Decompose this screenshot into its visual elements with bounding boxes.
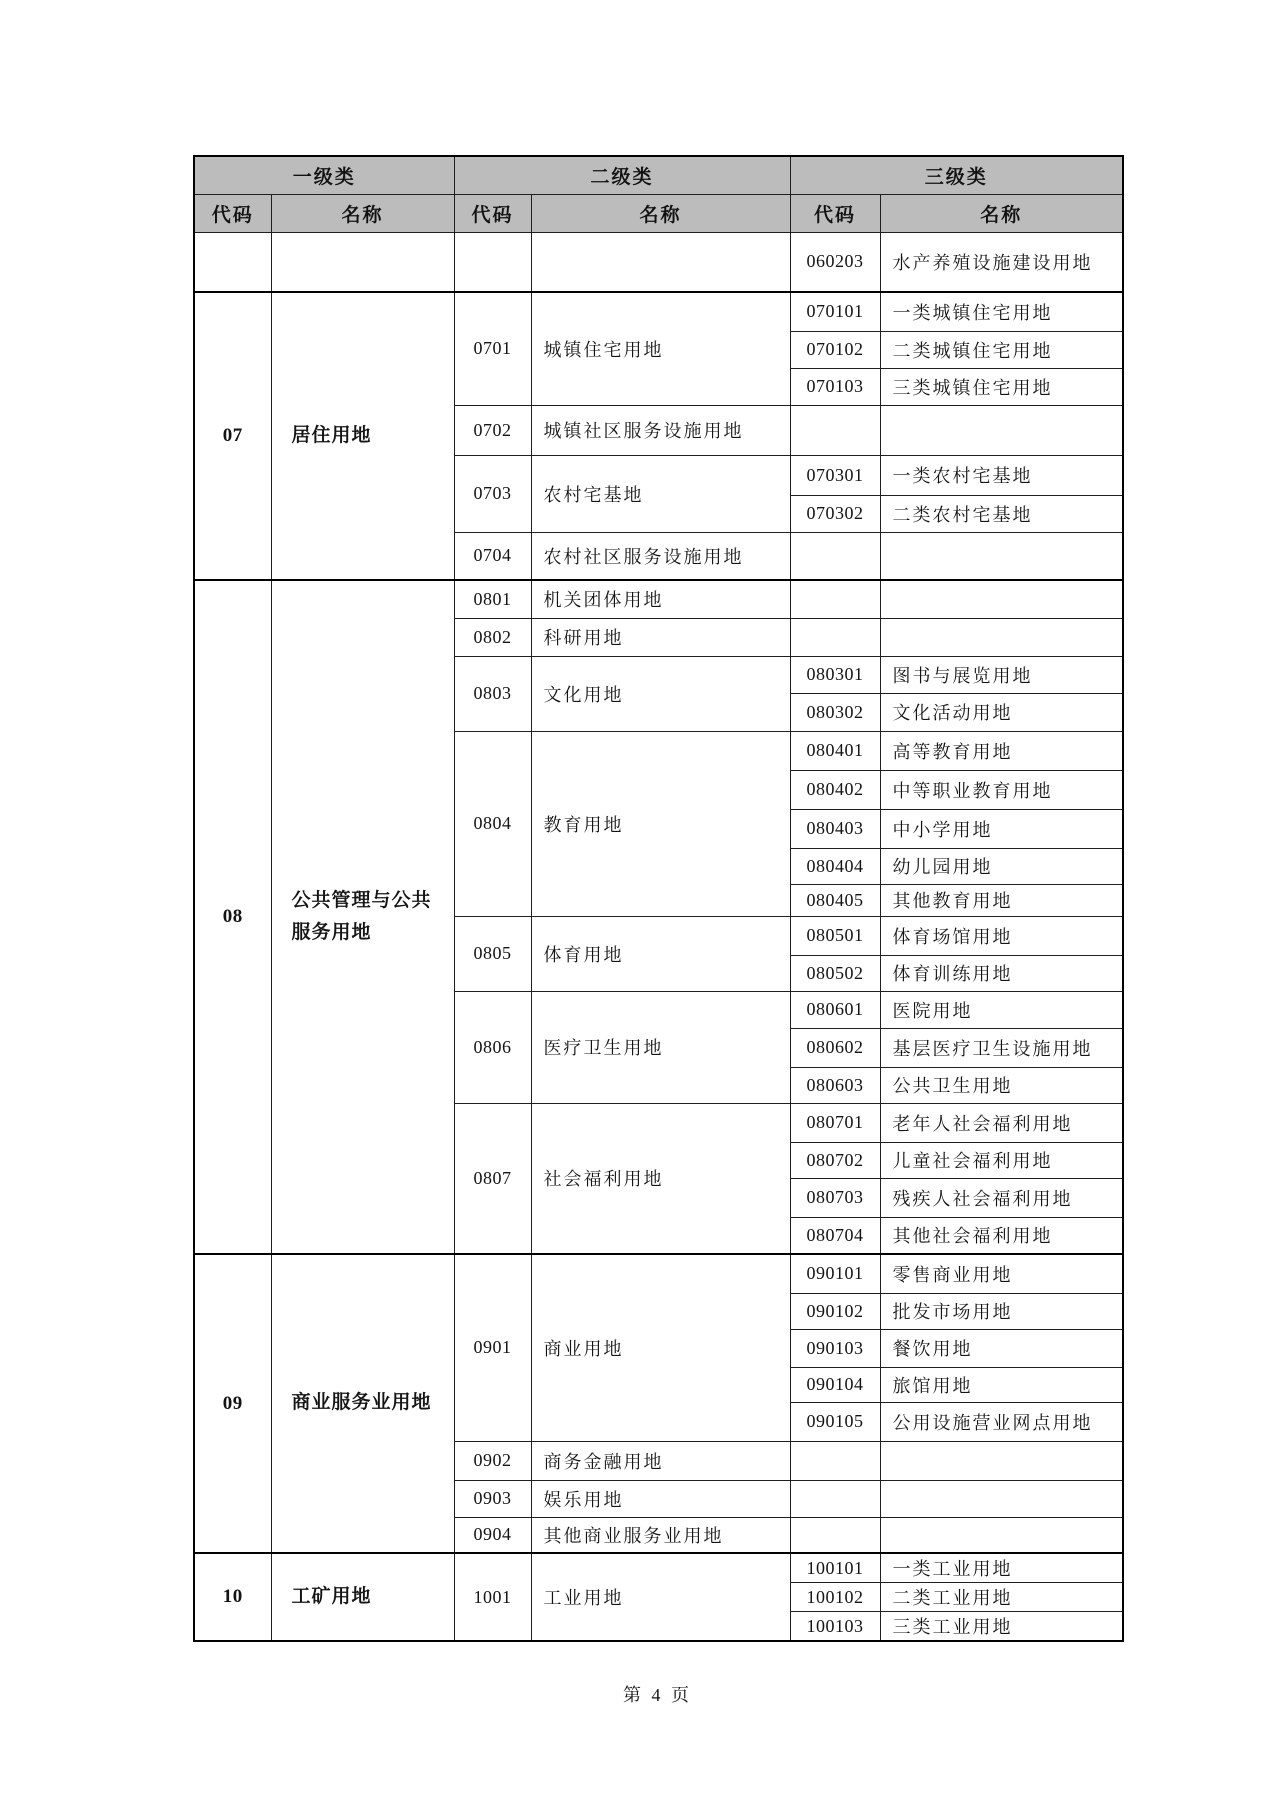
l2-name-cell: 商业用地 — [531, 1254, 790, 1441]
l2-name-cell: 农村社区服务设施用地 — [531, 532, 790, 580]
l3-name-cell: 批发市场用地 — [880, 1293, 1123, 1329]
l3-name-cell: 其他社会福利用地 — [880, 1217, 1123, 1254]
group-header-level1: 一级类 — [194, 156, 454, 194]
l3-code-cell: 070301 — [790, 455, 880, 495]
l3-code-cell: 080405 — [790, 884, 880, 916]
l3-code-cell: 070102 — [790, 331, 880, 368]
l3-code-cell: 100101 — [790, 1553, 880, 1583]
l1-code-cell: 09 — [194, 1254, 271, 1553]
l3-name-cell — [880, 405, 1123, 455]
l2-name-cell: 其他商业服务业用地 — [531, 1517, 790, 1553]
l3-name-cell: 三类城镇住宅用地 — [880, 368, 1123, 405]
l3-code-cell: 080603 — [790, 1067, 880, 1103]
l3-code-cell — [790, 405, 880, 455]
l2-name-cell: 城镇社区服务设施用地 — [531, 405, 790, 455]
l3-code-cell — [790, 618, 880, 656]
l3-name-cell: 一类城镇住宅用地 — [880, 292, 1123, 331]
column-header-row — [194, 194, 1123, 232]
l3-code-cell: 090103 — [790, 1329, 880, 1367]
l3-name-cell — [880, 618, 1123, 656]
l3-name-cell: 幼儿园用地 — [880, 848, 1123, 884]
l2-name-cell: 工业用地 — [531, 1553, 790, 1641]
l3-code-cell: 080601 — [790, 991, 880, 1028]
l3-name-cell: 残疾人社会福利用地 — [880, 1178, 1123, 1217]
l3-code-cell — [790, 580, 880, 618]
col-header-l1-code: 代码 — [194, 194, 271, 232]
l2-code-cell: 0902 — [454, 1441, 531, 1480]
l2-name-cell: 医疗卫生用地 — [531, 991, 790, 1103]
l1-name-cell: 工矿用地 — [271, 1553, 454, 1641]
l3-name-cell — [880, 1480, 1123, 1517]
l3-code-cell: 080302 — [790, 693, 880, 731]
l2-name-cell: 文化用地 — [531, 656, 790, 731]
l2-name-cell: 娱乐用地 — [531, 1480, 790, 1517]
l3-code-cell: 070101 — [790, 292, 880, 331]
l3-name-cell: 旅馆用地 — [880, 1367, 1123, 1402]
l3-name-cell: 高等教育用地 — [880, 731, 1123, 770]
l3-name-cell: 公共卫生用地 — [880, 1067, 1123, 1103]
l2-name-cell: 社会福利用地 — [531, 1103, 790, 1254]
l2-code-cell: 0801 — [454, 580, 531, 618]
l2-code-cell: 0805 — [454, 916, 531, 991]
l1-code-cell — [194, 232, 271, 292]
l3-name-cell — [880, 1441, 1123, 1480]
l1-name-cell: 公共管理与公共服务用地 — [271, 580, 454, 1254]
l3-name-cell: 水产养殖设施建设用地 — [880, 232, 1123, 292]
l2-name-cell: 农村宅基地 — [531, 455, 790, 532]
l3-name-cell: 一类农村宅基地 — [880, 455, 1123, 495]
l3-code-cell: 080704 — [790, 1217, 880, 1254]
l3-name-cell: 体育场馆用地 — [880, 916, 1123, 955]
col-header-l3-code: 代码 — [790, 194, 880, 232]
l3-code-cell — [790, 1441, 880, 1480]
l3-code-cell: 090104 — [790, 1367, 880, 1402]
l3-code-cell: 080404 — [790, 848, 880, 884]
l2-code-cell: 0802 — [454, 618, 531, 656]
l2-name-cell: 机关团体用地 — [531, 580, 790, 618]
group-header-level2: 二级类 — [454, 156, 790, 194]
l3-code-cell: 070103 — [790, 368, 880, 405]
l2-code-cell: 1001 — [454, 1553, 531, 1641]
col-header-l3-name: 名称 — [880, 194, 1123, 232]
l2-code-cell: 0904 — [454, 1517, 531, 1553]
l3-code-cell: 080502 — [790, 955, 880, 991]
l2-code-cell: 0807 — [454, 1103, 531, 1254]
l3-code-cell: 080402 — [790, 770, 880, 809]
l1-code-cell: 07 — [194, 292, 271, 580]
l2-code-cell: 0803 — [454, 656, 531, 731]
l2-code-cell: 0704 — [454, 532, 531, 580]
l3-name-cell: 二类农村宅基地 — [880, 495, 1123, 532]
l3-name-cell: 零售商业用地 — [880, 1254, 1123, 1293]
l3-code-cell: 080401 — [790, 731, 880, 770]
l3-code-cell — [790, 1517, 880, 1553]
l3-name-cell: 基层医疗卫生设施用地 — [880, 1028, 1123, 1067]
l2-code-cell: 0901 — [454, 1254, 531, 1441]
l3-name-cell: 儿童社会福利用地 — [880, 1142, 1123, 1178]
l3-name-cell: 老年人社会福利用地 — [880, 1103, 1123, 1142]
l3-name-cell: 公用设施营业网点用地 — [880, 1402, 1123, 1441]
l1-name-cell: 居住用地 — [271, 292, 454, 580]
table-row — [194, 580, 1123, 618]
l3-name-cell: 其他教育用地 — [880, 884, 1123, 916]
group-header-row — [194, 156, 1123, 194]
l3-code-cell: 100102 — [790, 1583, 880, 1612]
l3-name-cell — [880, 580, 1123, 618]
l2-name-cell: 商务金融用地 — [531, 1441, 790, 1480]
l2-code-cell: 0702 — [454, 405, 531, 455]
l2-code-cell: 0806 — [454, 991, 531, 1103]
l3-name-cell: 三类工业用地 — [880, 1612, 1123, 1642]
l3-code-cell: 080703 — [790, 1178, 880, 1217]
l2-code-cell: 0701 — [454, 292, 531, 405]
page-footer: 第 4 页 — [623, 1685, 692, 1705]
col-header-l2-name: 名称 — [531, 194, 790, 232]
l3-name-cell — [880, 532, 1123, 580]
l3-name-cell: 文化活动用地 — [880, 693, 1123, 731]
l3-code-cell — [790, 532, 880, 580]
l3-code-cell: 090105 — [790, 1402, 880, 1441]
land-use-classification-table — [193, 155, 1124, 1642]
table-row — [194, 232, 1123, 292]
l2-code-cell: 0903 — [454, 1480, 531, 1517]
l3-code-cell: 080403 — [790, 809, 880, 848]
l3-name-cell — [880, 1517, 1123, 1553]
l3-name-cell: 一类工业用地 — [880, 1553, 1123, 1583]
col-header-l2-code: 代码 — [454, 194, 531, 232]
l3-code-cell: 080501 — [790, 916, 880, 955]
l2-name-cell — [531, 232, 790, 292]
l3-name-cell: 餐饮用地 — [880, 1329, 1123, 1367]
l2-code-cell: 0703 — [454, 455, 531, 532]
l2-name-cell: 教育用地 — [531, 731, 790, 916]
l3-code-cell: 090101 — [790, 1254, 880, 1293]
l3-code-cell: 080602 — [790, 1028, 880, 1067]
table-row — [194, 1254, 1123, 1293]
l3-code-cell: 070302 — [790, 495, 880, 532]
l3-code-cell: 080301 — [790, 656, 880, 693]
l1-name-cell: 商业服务业用地 — [271, 1254, 454, 1553]
l3-name-cell: 二类城镇住宅用地 — [880, 331, 1123, 368]
l1-code-cell: 10 — [194, 1553, 271, 1641]
classification-table-body — [194, 232, 1123, 1641]
l2-code-cell — [454, 232, 531, 292]
l3-code-cell: 080701 — [790, 1103, 880, 1142]
l3-code-cell: 100103 — [790, 1612, 880, 1642]
l3-name-cell: 医院用地 — [880, 991, 1123, 1028]
table-row — [194, 292, 1123, 331]
l3-name-cell: 中等职业教育用地 — [880, 770, 1123, 809]
group-header-level3: 三级类 — [790, 156, 1123, 194]
col-header-l1-name: 名称 — [271, 194, 454, 232]
l3-name-cell: 体育训练用地 — [880, 955, 1123, 991]
l3-code-cell: 060203 — [790, 232, 880, 292]
l3-code-cell — [790, 1480, 880, 1517]
l2-name-cell: 城镇住宅用地 — [531, 292, 790, 405]
l3-code-cell: 080702 — [790, 1142, 880, 1178]
l3-code-cell: 090102 — [790, 1293, 880, 1329]
l2-name-cell: 科研用地 — [531, 618, 790, 656]
l3-name-cell: 二类工业用地 — [880, 1583, 1123, 1612]
l1-code-cell: 08 — [194, 580, 271, 1254]
l1-name-cell — [271, 232, 454, 292]
l2-code-cell: 0804 — [454, 731, 531, 916]
l3-name-cell: 图书与展览用地 — [880, 656, 1123, 693]
l3-name-cell: 中小学用地 — [880, 809, 1123, 848]
l2-name-cell: 体育用地 — [531, 916, 790, 991]
table-row — [194, 1553, 1123, 1583]
